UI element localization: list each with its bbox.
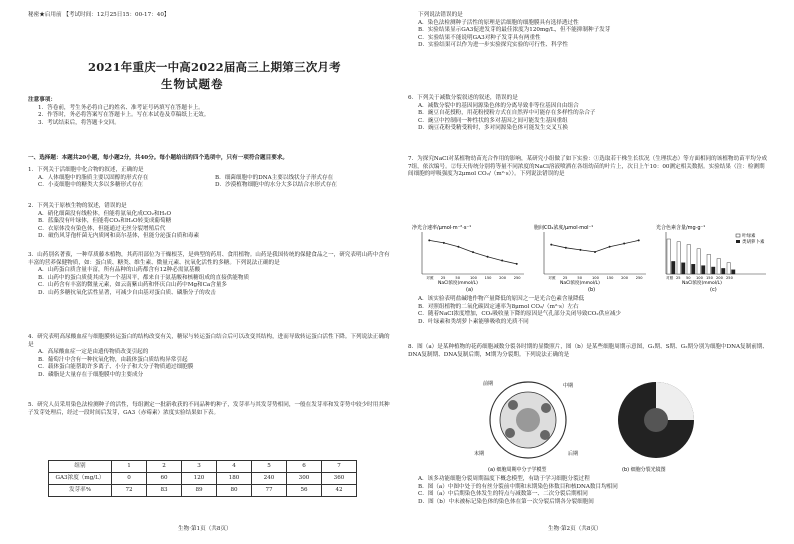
note-line: 1．答卷前，考生务必将自己的姓名、准考证号码填写在答题卡上。 [38,104,204,111]
option: D．图（b）中未被标记染色体的染色体在第一次分裂后期各分裂细胞间 [418,498,594,505]
x-tick-label: 200 [499,276,507,280]
exam-title: 2021年重庆一中高2022届高三上期第三次月考 [88,60,341,74]
chart-title: 净光合速率/μmol·m⁻²·s⁻¹ [412,225,472,231]
legend-swatch [736,240,740,243]
question-7-options [408,296,770,326]
table-cell: 4 [217,461,252,473]
x-tick-label: 150 [606,276,614,280]
chart-title: 光合色素含量/mg·g⁻¹ [656,225,706,231]
table-cell: 1 [112,461,147,473]
notes [28,97,392,127]
micro-center [644,408,668,432]
table-cell: GA3浓度（mg/L） [49,473,112,485]
x-tick-label: 100 [592,276,599,280]
data-point [594,251,596,253]
table-cell: 60 [147,473,182,485]
table-cell: 组别 [49,461,112,473]
table-cell: 6 [287,461,322,473]
option: C．豌豆中控制同一种性状的多对基因之间可能发生基因重组 [418,117,568,124]
table-cell: 发芽率% [49,485,112,497]
cycle-diagram [468,375,588,475]
x-tick-label: 对照 [548,276,556,280]
bar [712,267,716,274]
bar [682,263,686,274]
option: A．减数分裂中的基因同源染色体的分离导致非等位基因自由组合 [418,102,579,109]
chart-title: 胞间CO₂浓度/μmol·mol⁻¹ [534,225,594,231]
table-cell: 80 [217,485,252,497]
data-point [623,243,625,245]
data-point [428,239,430,241]
bar [697,249,701,274]
page-right [408,0,770,544]
phase-label: 中期 [563,383,574,389]
option: B．蓝藻没有叶绿体，但能将CO₂和H₂O转变成葡萄糖 [38,218,172,225]
option: C．载体蛋白能帮助许多离子、小分子和大分子物质通过细胞膜 [38,364,194,371]
bar [692,264,696,274]
x-tick-label: 25 [440,276,446,280]
x-tick-label: 100 [696,276,703,280]
question-stem: 2．下列关于原核生物的叙述，错误的是 [28,203,127,209]
table-cell: 120 [182,473,217,485]
figure-caption: (a) 细胞周期中分子学模型 [488,467,547,473]
bar [732,270,736,274]
exam-subtitle: 生物试题卷 [161,77,224,91]
question-stem: 7．为探究NaCl对某植物幼苗光合作用的影响，某研究小组做了如下实验：①选取若干株生长状况（生理状态）等方面相同的该植物幼苗平均分成7组，依次编号。②每天传统分别将等量不同浓度的NaCl溶液喷洒在各组幼苗的叶片上，次日上午10：00测定相关数据。实验结果（注：检测期间细胞的呼吸强度为2μmol CO₂/（m²·s））。下列说法错误的是 [408,156,768,178]
series-line [551,240,638,252]
bar [717,259,721,274]
question-8 [408,344,770,359]
option: D．豌豆花粉受精受粉时，多对同源染色体可能发生交叉互换 [418,125,568,132]
chart-a-svg [408,222,528,292]
chart-c [652,222,770,292]
table-cell: 72 [112,485,147,497]
chart-sub: (c) [710,287,717,292]
question-2 [28,203,392,241]
x-tick-label: 250 [513,276,521,280]
note-line: 3．考试结束后，将答题卡交回。 [38,119,120,126]
data-point [565,247,567,249]
phase-label: 后期 [568,451,579,457]
option: C．小麦细胞中的糖类大多以多糖形式存在 [38,182,143,189]
option: B．豌豆自花授粉，用花粉授粉方式在自然界中可能存在多样性的杂合子 [418,110,596,117]
legend-swatch [736,234,740,237]
data-point [443,242,445,244]
option: C．实验结果不能说明GA3对种子发芽具有两重性 [418,34,541,41]
data-point [579,249,581,251]
question-1 [28,167,392,190]
data-point [638,239,640,241]
option: D．山药多糖抗氧化活性显著，可减少自由基对蛋白质、磷脂分子的攻击 [38,289,216,296]
question-5-cont [408,12,770,50]
x-tick-label: 200 [621,276,629,280]
x-tick-label: 25 [562,276,568,280]
chart-a [408,222,528,292]
option: D．磷脂是大量存在于细胞膜中的主要成分 [38,371,144,378]
option: B．山药中的蛋白质使其成为一个基因平，都来自于氨基酸和核糖组成的直接供能物质 [38,274,250,281]
option: B．实验结果显示GA3促进发芽的最佳浓度为120mg/L，但不能抑制种子发芽 [418,27,611,34]
question-4 [28,334,392,379]
question-6 [408,95,770,133]
table-cell: 360 [322,473,357,485]
x-tick-label: 250 [726,276,733,280]
table-row [49,473,357,485]
x-tick-label: 25 [676,276,681,280]
cell-image [505,428,515,438]
cell-image [540,430,550,440]
table-cell: 42 [322,485,357,497]
question-stem: 1．下列关于活细胞中化合物的叙述，正确的是 [28,167,144,173]
option: B．葡萄汁中含有一种抗氧化物，由载体蛋白质结构异常引起 [38,356,188,363]
option: A．山药蛋白质含量丰富，所有品种的山药都含有12种必需氨基酸 [38,267,201,274]
table-cell: 180 [217,473,252,485]
figure-caption: (b) 细胞分裂光镜图 [622,467,666,473]
table-cell: 300 [287,473,322,485]
option: D．破伤风芽孢杆菌无内质网和高尔基体，但能分泌蛋白质和毒素 [38,233,200,240]
section-heading: 一、选择题：本题共20小题，每小题2分，共40分。每小题给出的四个选项中，只有一项符合题目要求。 [28,155,288,161]
secret-label: 秘密★启用前 【考试时间：12月25日15：00-17：40】 [28,12,170,18]
option: D．叶绿素和类胡萝卜素能够吸收的光质不同 [418,318,529,325]
question-8-options [408,476,770,506]
table-row [49,485,357,497]
cycle-center [516,408,540,432]
data-point [501,260,503,262]
bar [722,268,726,274]
table-cell: 5 [252,461,287,473]
data-point [487,256,489,258]
option: C．随着NaCl浓度增加，CO₂吸收量下降的原因是气孔部分关闭导致CO₂供应减少 [418,311,622,318]
bar [727,263,731,274]
data-point [472,251,474,253]
question-7 [408,156,770,179]
table-cell: 240 [252,473,287,485]
bar [702,266,706,274]
chart-sub: (b) [588,287,596,292]
phase-label: 前期 [483,381,494,387]
question-stem: 5．研究人员采用染色法检测种子的活性，每组测定一批新收获的不同品种的种子，发芽率与其发芽势相同，一般在发芽率和发芽势中较少时用其种子发芽处理后，经过一段时间后发芽，GA3（赤霉素）浓度实验结果如下表。 [28,402,390,416]
chart-b [530,222,650,292]
x-tick-label: 对照 [426,276,434,280]
option: A．该多功能细胞分裂周期温度下概念模型，有助于学习细胞分裂过程 [418,476,590,482]
option: C．图（a）中后期染色体发生的特点与减数第一、二次分裂后期相同 [418,491,588,498]
option: B．对照组植物的二氧化碳固定速率为8μmol CO₂/（m²·s）左右 [418,303,579,310]
question-5 [28,402,392,417]
bar [707,254,711,274]
option: B．细菌细胞中的DNA主要以线状分子形式存在 [215,174,334,181]
cell-image [508,400,518,410]
table-cell: 3 [182,461,217,473]
data-point [516,263,518,265]
chart-c-svg [652,222,770,292]
x-tick-label: 50 [686,276,691,280]
question-stem: 6．下列关于减数分裂叙述的叙述，错误的是 [408,95,518,101]
legend-entry: 叶绿素 [742,234,756,239]
question-intro: 下列说法错误的是 [418,12,463,18]
question-stem: 8．图（a）是某种植物的花药细胞减数分裂各时期的显微照片，图（b）是某些细胞周期示意图，G₁期、S期、G₂期分别为细胞中DNA复制前期、DNA复制期、DNA复制后期，M期为分裂期。下列说法正确的是 [408,344,768,358]
option: C．山药含有丰富的微量元素，如云南紫山药和怀庆白山药中Mg和Ca含量多 [38,282,228,289]
question-3 [28,252,392,297]
data-point [609,246,611,248]
x-tick-label: 100 [470,276,477,280]
table-cell: 7 [322,461,357,473]
option: B．图（a）中图中处于的有丝分裂前中期和末期染色体数目和核DNA数目均相同 [418,483,618,490]
bar [667,239,671,274]
table-cell: 2 [147,461,182,473]
x-tick-label: 对照 [666,276,674,280]
figure-cycle [468,375,588,475]
option: A．该实验表明盐碱地作物产量降低的原因之一是光合色素含量降低 [418,296,585,302]
figure-micro [608,375,708,475]
table-cell: 77 [252,485,287,497]
chart-b-svg [530,222,650,292]
x-tick-label: 150 [484,276,492,280]
data-point [457,246,459,248]
x-tick-label: 50 [577,276,583,280]
x-tick-label: 50 [455,276,461,280]
micro-diagram [608,375,708,475]
option: A．染色法检测种子活性的原理是活细胞的细胞膜具有选择透过性 [418,19,579,26]
legend-entry: 类胡萝卜素 [742,240,765,245]
bar [687,245,691,274]
note-line: 2．作答时，务必将答案写在答题卡上。写在本试卷及草稿纸上无效。 [38,112,210,119]
table-row [49,461,357,473]
x-tick-label: 250 [635,276,643,280]
chart-sub: (a) [466,287,473,292]
phase-label: 末期 [474,451,485,457]
x-tick-label: 150 [706,276,713,280]
notes-heading: 注意事项： [28,97,56,103]
bar [677,242,681,274]
bar [672,261,676,274]
table-cell: 56 [287,485,322,497]
data-table [48,460,357,497]
x-tick-label: 200 [716,276,723,280]
cell-image [541,403,551,413]
question-stem: 3．山药别名著蓣，一种草质藤本植物，其药用部位为干燥根茎，是典型的药用、食用植物。山药是我国传统的保健食品之一，研究表明山药中含有丰富的营养保健物质，如：蛋白质、糖类、维生素、微量元素、抗氧化活性的多糖。下列说法正确的是 [28,252,390,266]
table-cell: 0 [112,473,147,485]
x-axis-label: NaCl浓度(mmol/L) [438,281,478,286]
option: C．衣原体没有染色体，但能通过无丝分裂增殖后代 [38,225,166,232]
option: D．沙漠植物细胞中的水分大多以结合水形式存在 [215,182,337,189]
x-axis-label: NaCl浓度(mmol/L) [560,281,600,286]
page-left [28,0,392,544]
data-point [550,244,552,246]
page-footer: 生物·第1页（共8页） [178,526,232,532]
table-cell: 83 [147,485,182,497]
option: A．高尿酸血症一定是由遗传物质改变引起的 [38,349,149,356]
option: A．人体细胞中的脂质主要以固醇的形式存在 [38,174,149,181]
x-axis-label: NaCl浓度(mmol/L) [682,281,722,286]
option: A．硝化细菌没有线粒体，但能将氨氧化成CO₂和H₂O [38,210,172,217]
option: D．实验结果可以作为进一步实验探究实验的可行性、科学性 [418,42,568,49]
table-cell: 89 [182,485,217,497]
page-footer: 生物·第2页（共8页） [548,526,602,532]
question-stem: 4．研究表明高尿酸血症与细胞膜转运蛋白的结构改变有关，糖尿与转运蛋白结合后可以改变其结构，进而导致转运蛋白活性下降。下列说法正确的是 [28,334,390,348]
